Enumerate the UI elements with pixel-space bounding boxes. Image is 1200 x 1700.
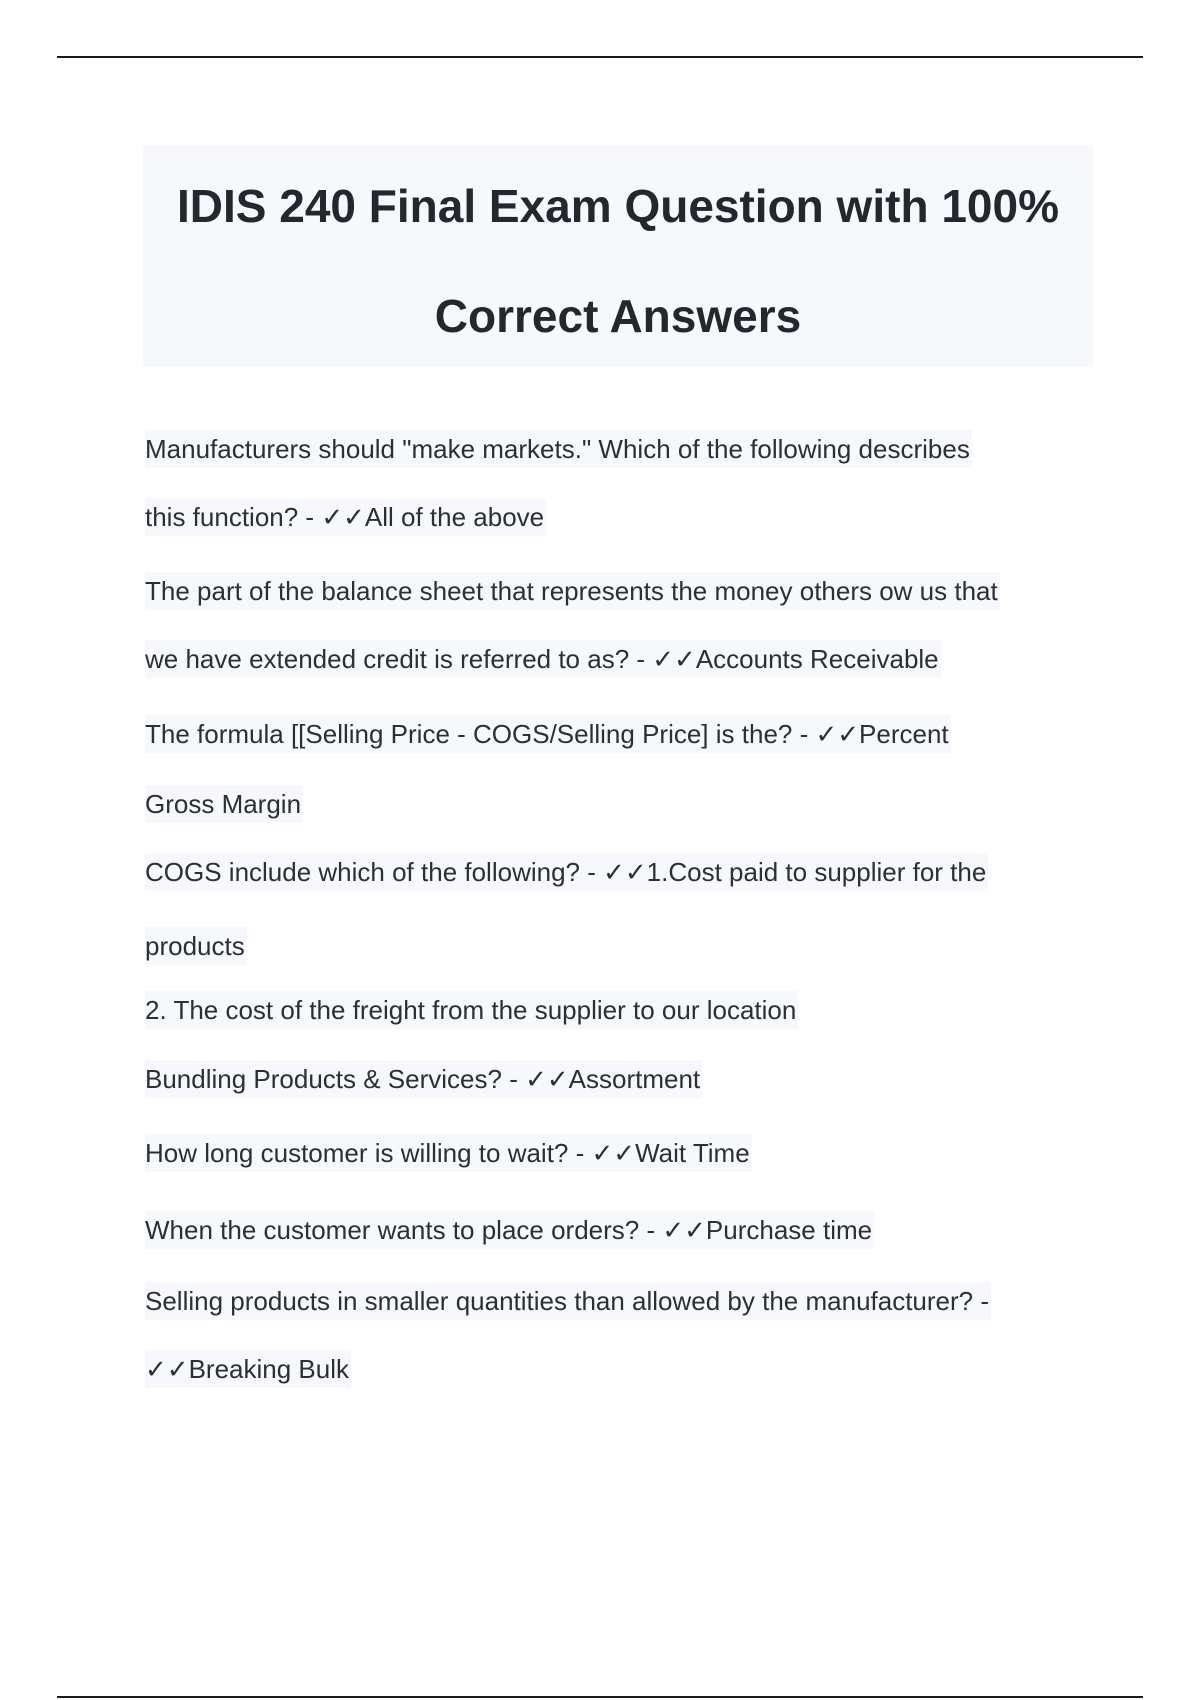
- qa-line: Manufacturers should "make markets." Which of the following describes: [145, 430, 972, 468]
- qa-line: Gross Margin: [145, 785, 303, 823]
- qa-line: When the customer wants to place orders? - ✓✓Purchase time: [145, 1211, 874, 1249]
- title-line-2: Correct Answers: [434, 290, 802, 342]
- qa-line: The formula [[Selling Price - COGS/Selling Price] is the? - ✓✓Percent: [145, 715, 951, 753]
- qa-line: ✓✓Breaking Bulk: [145, 1350, 351, 1388]
- qa-line: Bundling Products & Services? - ✓✓Assortment: [145, 1060, 702, 1098]
- qa-line: this function? - ✓✓All of the above: [145, 498, 546, 536]
- qa-line: products: [145, 927, 247, 965]
- qa-line: The part of the balance sheet that represents the money others ow us that: [145, 572, 1000, 610]
- top-rule: [57, 56, 1143, 58]
- qa-line: we have extended credit is referred to as? - ✓✓Accounts Receivable: [145, 640, 941, 678]
- qa-line: COGS include which of the following? - ✓✓1.Cost paid to supplier for the: [145, 853, 988, 891]
- title-line-1: IDIS 240 Final Exam Question with 100%: [177, 180, 1059, 232]
- bottom-rule: [57, 1696, 1143, 1698]
- document-title: [143, 145, 1093, 367]
- qa-line: How long customer is willing to wait? - ✓✓Wait Time: [145, 1134, 752, 1172]
- qa-line: Selling products in smaller quantities than allowed by the manufacturer? -: [145, 1282, 991, 1320]
- qa-line: 2. The cost of the freight from the supplier to our location: [145, 991, 798, 1029]
